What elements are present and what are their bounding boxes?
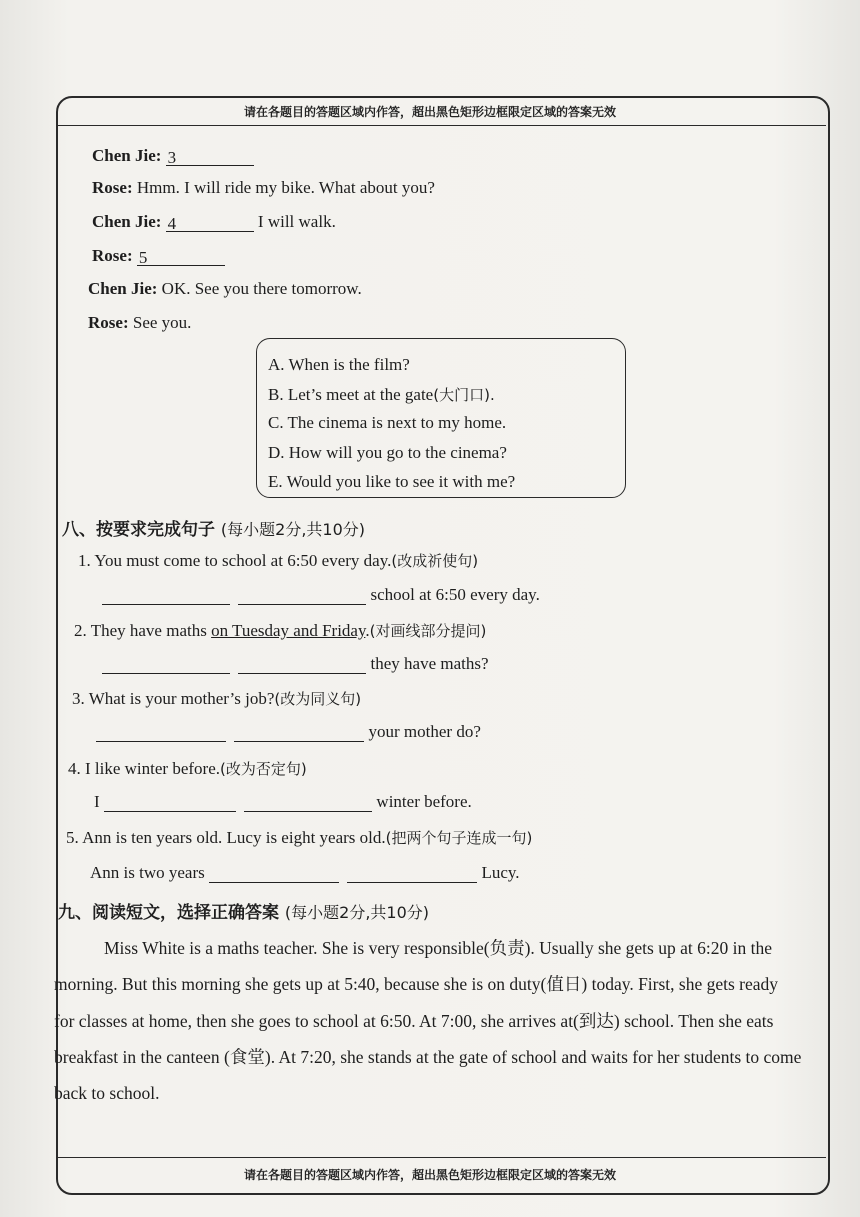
answer-suffix: they have maths?	[370, 654, 489, 673]
answer-blank[interactable]	[96, 724, 226, 742]
section-heading: 九、阅读短文，选择正确答案	[58, 903, 279, 923]
question-text: You must come to school at 6:50 every day.	[94, 551, 392, 570]
section-points: (每小题2分,共10分)	[284, 903, 430, 922]
dialogue-line	[92, 178, 435, 198]
question-number: 3.	[72, 689, 85, 708]
question-number: 1.	[78, 551, 91, 570]
section-points: (每小题2分,共10分)	[220, 520, 366, 539]
option-c	[268, 413, 506, 433]
answer-prefix: Ann is two years	[90, 863, 205, 882]
speaker: Rose:	[92, 178, 133, 197]
answer-line-5	[90, 863, 520, 883]
answer-blank[interactable]	[238, 587, 366, 605]
answer-prefix: I	[94, 792, 100, 811]
answer-line-2	[102, 654, 489, 674]
reading-passage	[54, 930, 802, 1111]
question-text: They have maths	[90, 621, 212, 640]
answer-line-1	[102, 585, 540, 605]
answer-suffix: your mother do?	[368, 722, 481, 741]
answer-suffix: school at 6:50 every day.	[370, 585, 540, 604]
question-1	[78, 550, 478, 571]
option-letter: A.	[268, 355, 285, 374]
dialogue-line	[88, 313, 191, 333]
answer-blank[interactable]	[102, 656, 230, 674]
speaker: Chen Jie:	[92, 146, 162, 165]
question-instruction: (改为否定句)	[220, 760, 307, 778]
passage-text: Miss White is a maths teacher. She is very responsible(负责). Usually she gets up at 6:20 in the morning. But this morning she gets up at 5:40, because she is on duty(值日) today. First, she gets ready for classes at home, then she goes to school at 6:50. At 7:00, she arrives at(到达) school. Then she eats breakfast in the canteen (食堂). At 7:20, she stands at the gate of school and waits for her students to come back to school.	[54, 938, 802, 1104]
answer-line-3	[96, 722, 481, 742]
option-letter: E.	[268, 472, 283, 491]
answer-blank[interactable]: 3	[166, 148, 254, 166]
option-text: The cinema is next to my home.	[287, 413, 507, 432]
answer-blank[interactable]	[347, 865, 477, 883]
speaker: Chen Jie:	[88, 279, 158, 298]
section-heading: 八、按要求完成句子	[62, 520, 215, 540]
question-instruction: (改成祈使句)	[391, 552, 479, 570]
option-text: When is the film?	[288, 355, 410, 374]
underlined-part: on Tuesday and Friday	[211, 621, 366, 640]
answer-blank[interactable]: 4	[166, 214, 254, 232]
option-letter: C.	[268, 413, 284, 432]
option-b	[268, 384, 495, 405]
dialogue-text: OK. See you there tomorrow.	[161, 279, 362, 298]
option-d	[268, 443, 507, 463]
section-9-title	[58, 898, 429, 923]
question-2	[74, 620, 486, 641]
option-e	[268, 472, 515, 492]
option-letter: B.	[268, 385, 284, 404]
dialogue-line-5	[92, 246, 225, 266]
bottom-notice: 请在各题目的答题区域内作答，超出黑色矩形边框限定区域的答案无效	[0, 1166, 860, 1183]
dialogue-text: See you.	[132, 313, 192, 332]
speaker: Rose:	[88, 313, 129, 332]
answer-blank[interactable]	[238, 656, 366, 674]
question-4	[68, 758, 307, 779]
question-instruction: (改为同义句)	[274, 690, 362, 708]
speaker: Rose:	[92, 246, 133, 265]
dialogue-text: Hmm. I will ride my bike. What about you?	[136, 178, 435, 197]
option-gloss: (大门口).	[433, 386, 495, 404]
question-text: I like winter before.	[85, 759, 220, 778]
question-text: What is your mother’s job?	[88, 689, 275, 708]
answer-blank[interactable]	[102, 587, 230, 605]
question-instruction: (对画线部分提问)	[369, 622, 487, 640]
section-8-title	[62, 515, 365, 540]
answer-blank[interactable]	[209, 865, 339, 883]
answer-blank[interactable]	[244, 794, 372, 812]
question-text-end: .	[365, 621, 370, 640]
speaker: Chen Jie:	[92, 212, 162, 231]
dialogue-line-3	[92, 146, 254, 166]
dialogue-text: I will walk.	[257, 212, 336, 231]
answer-blank[interactable]	[234, 724, 364, 742]
question-text: Ann is ten years old. Lucy is eight years old.	[82, 828, 386, 847]
question-number: 5.	[66, 828, 79, 847]
option-a	[268, 355, 410, 375]
answer-blank[interactable]	[104, 794, 236, 812]
question-instruction: (把两个句子连成一句)	[385, 829, 533, 847]
top-notice: 请在各题目的答题区域内作答，超出黑色矩形边框限定区域的答案无效	[0, 103, 860, 120]
answer-line-4	[94, 792, 472, 812]
question-3	[72, 688, 361, 709]
answer-suffix: Lucy.	[481, 863, 520, 882]
question-number: 2.	[74, 621, 87, 640]
option-letter: D.	[268, 443, 285, 462]
option-text: Let’s meet at the gate	[287, 385, 434, 404]
dialogue-line	[88, 279, 362, 299]
question-5	[66, 827, 532, 848]
answer-suffix: winter before.	[376, 792, 472, 811]
option-text: How will you go to the cinema?	[288, 443, 507, 462]
option-text: Would you like to see it with me?	[286, 472, 516, 491]
answer-blank[interactable]: 5	[137, 248, 225, 266]
dialogue-line-4	[92, 212, 336, 232]
question-number: 4.	[68, 759, 81, 778]
